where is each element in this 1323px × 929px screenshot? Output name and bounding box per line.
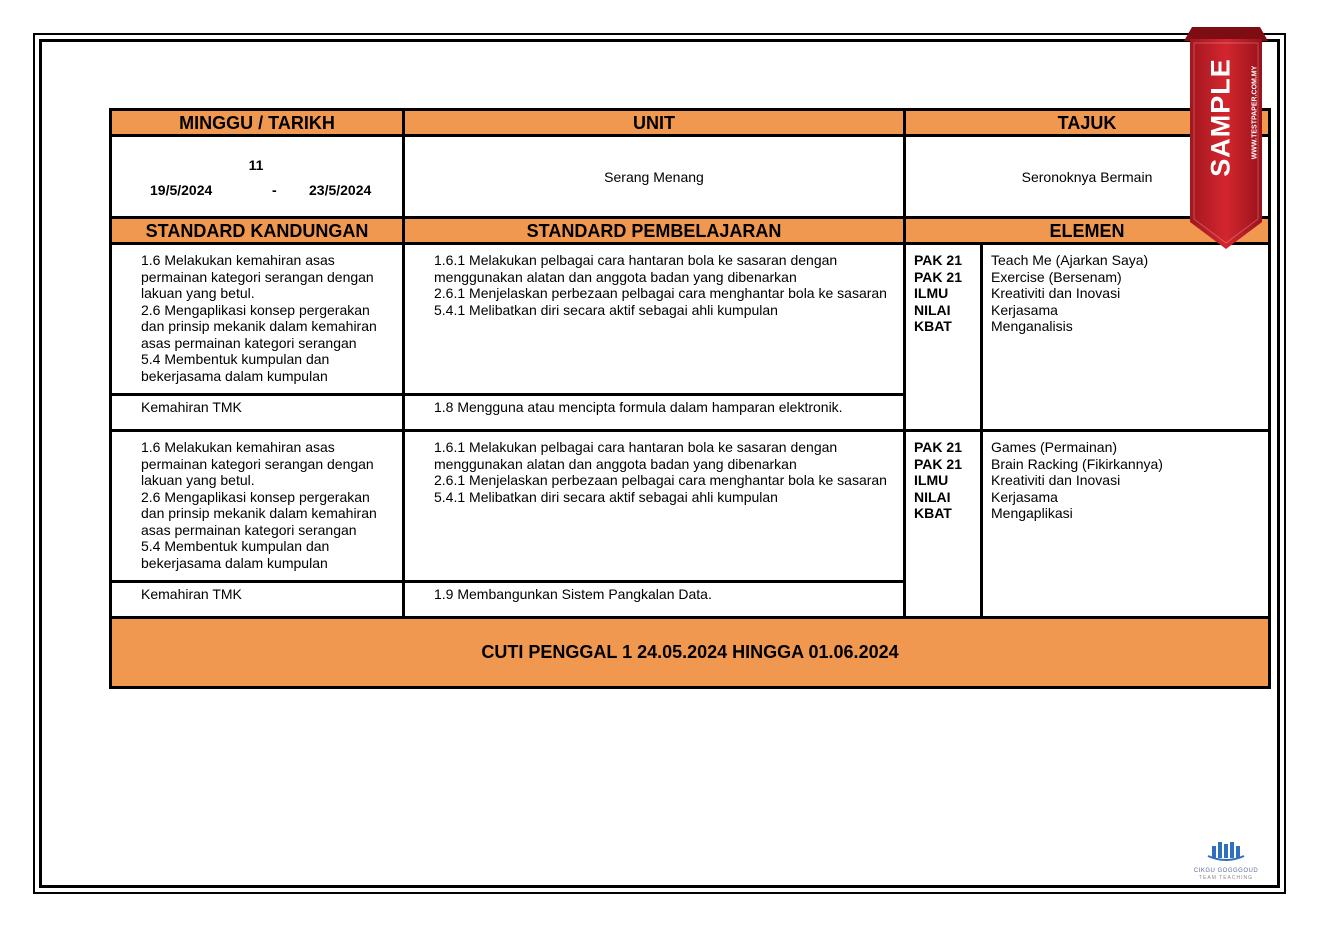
logo-line1: CIKGU GOGGGOUD [1193,868,1259,874]
elemen-label: KBAT [914,505,952,521]
sk-line: bekerjasama dalam kumpulan [141,554,328,571]
elemen-value: Kerjasama [991,301,1058,318]
elemen-value: Kreativiti dan Inovasi [991,285,1121,301]
sample-watermark [1193,42,1259,202]
sample-label: SAMPLE [1205,58,1236,177]
elemen-label: PAK 21 [914,439,962,455]
sk-line: 1.6 Melakukan kemahiran asas [141,439,335,455]
block1-standard-pembelajaran [404,244,905,395]
week-cell [111,136,404,218]
block1-tmk-value: 1.8 Mengguna atau mencipta formula dalam hamparan elektronik. [404,395,905,431]
sk-line: 5.4 Membentuk kumpulan dan [141,538,330,554]
date-separator: - [272,182,277,198]
elemen-label: ILMU [914,285,949,301]
date-from: 19/5/2024 [150,182,213,198]
sp-line: 2.6.1 Menjelaskan perbezaan pelbagai cara menghantar bola ke sasaran [434,472,887,488]
sp-line: 1.6.1 Melakukan pelbagai cara hantaran bola ke sasaran dengan [434,252,838,268]
sk-line: lakuan yang betul. [141,472,255,488]
sp-line: menggunakan alatan dan anggota badan yang dibenarkan [434,455,797,472]
block1-standard-kandungan [111,244,404,395]
date-to: 23/5/2024 [309,182,372,198]
sk-line: lakuan yang betul. [141,285,255,301]
header-tajuk: TAJUK [905,110,1270,136]
elemen-label: NILAI [914,301,951,318]
block1-elemen-labels [905,244,982,431]
block2-standard-pembelajaran [404,431,905,582]
cuti-penggal-banner: CUTI PENGGAL 1 24.05.2024 HINGGA 01.06.2024 [111,618,1270,688]
sk-line: asas permainan kategori serangan [141,334,357,351]
sk-line: permainan kategori serangan dengan [141,455,374,472]
sk-line: dan prinsip mekanik dalam kemahiran [141,318,377,334]
elemen-value: Teach Me (Ajarkan Saya) [991,252,1149,268]
elemen-value: Menganalisis [991,318,1073,334]
elemen-label: KBAT [914,318,952,334]
elemen-label: PAK 21 [914,268,962,285]
sk-line: 5.4 Membentuk kumpulan dan [141,351,330,367]
sk-line: asas permainan kategori serangan [141,521,357,538]
elemen-value: Exercise (Bersenam) [991,268,1122,285]
block1-elemen-values [982,244,1270,431]
block2-tmk-value: 1.9 Membangunkan Sistem Pangkalan Data. [404,582,905,618]
week-number: 11 [248,157,264,173]
sp-line: 5.4.1 Melibatkan diri secara aktif sebagai ahli kumpulan [434,488,778,505]
elemen-label: PAK 21 [914,252,962,268]
elemen-value: Brain Racking (Fikirkannya) [991,455,1163,472]
logo-line2: TEAM TEACHING [1198,875,1254,881]
header-standard-kandungan: STANDARD KANDUNGAN [111,218,404,244]
sk-line: 2.6 Mengaplikasi konsep pergerakan [141,488,370,505]
sk-line: bekerjasama dalam kumpulan [141,367,328,384]
sk-line: 2.6 Mengaplikasi konsep pergerakan [141,301,370,318]
elemen-label: PAK 21 [914,455,962,472]
sp-line: 2.6.1 Menjelaskan perbezaan pelbagai cara menghantar bola ke sasaran [434,285,887,301]
block1-tmk-label: Kemahiran TMK [111,395,404,431]
sk-line: permainan kategori serangan dengan [141,268,374,285]
elemen-value: Games (Permainan) [991,439,1118,455]
block2-elemen-labels [905,431,982,618]
unit-value: Serang Menang [404,136,905,218]
elemen-label: ILMU [914,472,949,488]
header-standard-pembelajaran: STANDARD PEMBELAJARAN [404,218,905,244]
lesson-plan-table [109,108,1271,689]
header-elemen: ELEMEN [905,218,1270,244]
sk-line: 1.6 Melakukan kemahiran asas [141,252,335,268]
sample-site: WWW.TESTPAPER.COM.MY [1251,65,1259,160]
block2-elemen-values [982,431,1270,618]
block2-standard-kandungan [111,431,404,582]
elemen-label: NILAI [914,488,951,505]
elemen-value: Kerjasama [991,488,1058,505]
elemen-value: Mengaplikasi [991,505,1073,521]
elemen-value: Kreativiti dan Inovasi [991,472,1121,488]
header-unit: UNIT [404,110,905,136]
logo-icon [1186,840,1266,862]
block2-tmk-label: Kemahiran TMK [111,582,404,618]
tajuk-value: Seronoknya Bermain [905,136,1270,218]
sp-line: menggunakan alatan dan anggota badan yang dibenarkan [434,268,797,285]
publisher-logo [1186,840,1266,880]
header-minggu-tarikh: MINGGU / TARIKH [111,110,404,136]
sk-line: dan prinsip mekanik dalam kemahiran [141,505,377,521]
sp-line: 5.4.1 Melibatkan diri secara aktif sebagai ahli kumpulan [434,301,778,318]
sp-line: 1.6.1 Melakukan pelbagai cara hantaran bola ke sasaran dengan [434,439,838,455]
